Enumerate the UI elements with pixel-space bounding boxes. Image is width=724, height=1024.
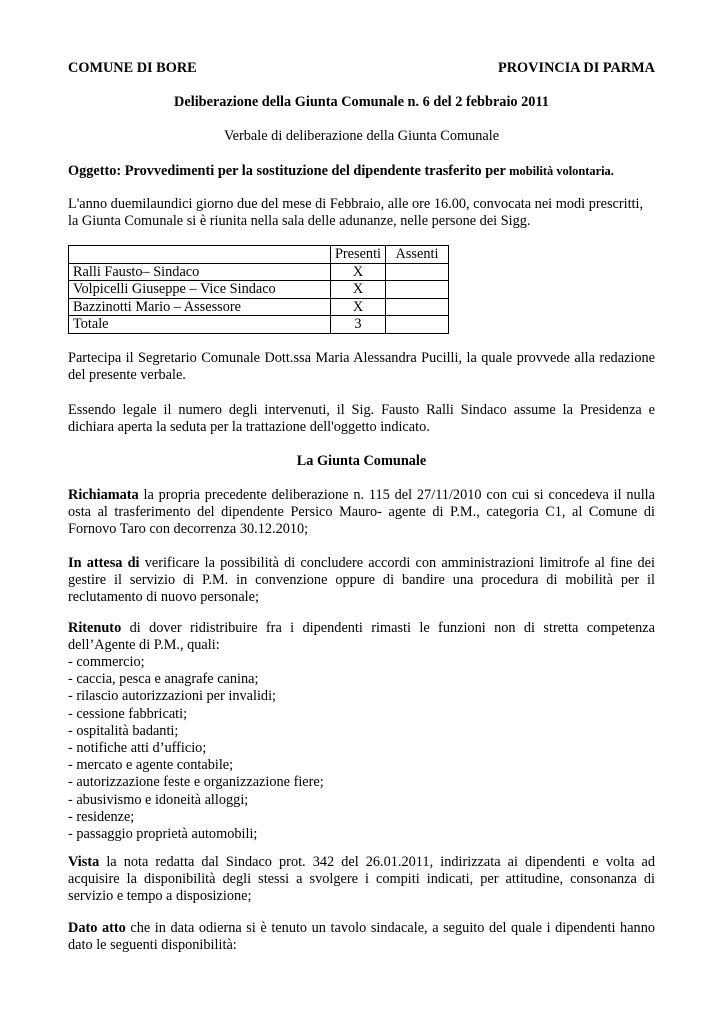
giunta-heading: La Giunta Comunale <box>296 453 427 469</box>
list-item: - cessione fabbricati; <box>68 705 188 722</box>
attesa-lead: In attesa di <box>68 555 140 571</box>
list-item: - commercio; <box>68 654 145 670</box>
list-item: - caccia, pesca e anagrafe canina; <box>68 671 259 688</box>
list-item: - notifiche atti d’ufficio; <box>68 740 207 757</box>
ritenuto-text: di dover ridistribuire fra i dipendenti rimasti le funzioni non di stretta competenza dell’Agente di P.M., quali: <box>68 620 655 654</box>
member-present: X <box>331 298 386 316</box>
table-row <box>69 263 449 281</box>
table-row <box>69 316 449 334</box>
oggetto-line <box>68 163 655 180</box>
member-absent <box>386 281 449 299</box>
deliberation-title: Deliberazione della Giunta Comunale n. 6 del 2 febbraio 2011 <box>174 94 549 110</box>
list-item: - autorizzazione feste e organizzazione fiere; <box>68 774 324 791</box>
header-cell-name <box>69 246 331 264</box>
total-label: Totale <box>69 316 331 334</box>
richiamata-paragraph <box>68 487 655 539</box>
list-item: - ospitalità badanti; <box>68 722 179 739</box>
table-row <box>69 281 449 299</box>
presidenza-paragraph: Essendo legale il numero degli intervenuti, il Sig. Fausto Ralli Sindaco assume la Presidenza e dichiara aperta la seduta per la trattazione dell'oggetto indicato. <box>68 402 655 436</box>
list-item: - residenze; <box>68 808 135 825</box>
richiamata-text: la propria precedente deliberazione n. 115 del 27/11/2010 con cui si concedeva il nulla osta al trasferimento del dipendente Persico Mauro- agente di P.M., categoria C1, al Comune di Fornovo Taro con decorrenza 30.12.2010; <box>68 487 655 538</box>
verbale-subtitle: Verbale di deliberazione della Giunta Comunale <box>223 128 500 144</box>
richiamata-lead: Richiamata <box>68 487 139 503</box>
attendance-table <box>68 245 449 334</box>
dato-atto-lead: Dato atto <box>68 920 126 936</box>
total-absent <box>386 316 449 334</box>
vista-lead: Vista <box>68 854 100 870</box>
intro-paragraph: L'anno duemilaundici giorno due del mese di Febbraio, alle ore 16.00, convocata nei modi prescritti, la Giunta Comunale si è riunita nella sala delle adunanze, nelle persone dei Sigg. <box>68 196 644 230</box>
header-cell-assenti: Assenti <box>386 246 449 264</box>
member-present: X <box>331 281 386 299</box>
dato-atto-text: che in data odierna si è tenuto un tavolo sindacale, a seguito del quale i dipendenti hanno dato le seguenti disponibilità: <box>68 920 655 954</box>
member-absent <box>386 298 449 316</box>
ritenuto-lead: Ritenuto <box>68 620 122 636</box>
attesa-paragraph <box>68 555 655 607</box>
member-name: Bazzinotti Mario – Assessore <box>69 298 331 316</box>
comune-label: COMUNE DI BORE <box>68 60 197 76</box>
attesa-text: verificare la possibilità di concludere accordi con amministrazioni limitrofe al fine dei gestire il servizio di P.M. in convenzione oppure di bandire una procedura di mobilità per il reclutamento di nuovo personale; <box>68 555 655 606</box>
oggetto-main: Oggetto: Provvedimenti per la sostituzione del dipendente trasferito per <box>68 163 510 179</box>
dato-atto-paragraph <box>68 920 655 954</box>
vista-text: la nota redatta dal Sindaco prot. 342 del 26.01.2011, indirizzata ai dipendenti e volta ad acquisire la disponibilità degli stessi a svolgere i compiti indicati, per attitudine, consonanza di servizio e tempo a disposizione; <box>68 854 655 905</box>
segretario-paragraph: Partecipa il Segretario Comunale Dott.ssa Maria Alessandra Pucilli, la quale provvede alla redazione del presente verbale. <box>68 350 655 384</box>
member-name: Volpicelli Giuseppe – Vice Sindaco <box>69 281 331 299</box>
list-item: - passaggio proprietà automobili; <box>68 826 258 843</box>
attendance-header-row <box>69 246 449 264</box>
vista-paragraph <box>68 854 655 906</box>
list-item: - rilascio autorizzazioni per invalidi; <box>68 688 277 705</box>
member-name: Ralli Fausto– Sindaco <box>69 263 331 281</box>
member-present: X <box>331 263 386 281</box>
list-item: - mercato e agente contabile; <box>68 757 234 774</box>
table-row <box>69 298 449 316</box>
document-header <box>68 60 655 77</box>
provincia-label: PROVINCIA DI PARMA <box>498 60 655 76</box>
header-cell-presenti: Presenti <box>331 246 386 264</box>
total-present: 3 <box>331 316 386 334</box>
ritenuto-paragraph <box>68 620 655 654</box>
oggetto-small: mobilità volontaria. <box>509 164 614 178</box>
member-absent <box>386 263 449 281</box>
funzioni-list <box>68 654 655 843</box>
list-item: - abusivismo e idoneità alloggi; <box>68 791 249 808</box>
